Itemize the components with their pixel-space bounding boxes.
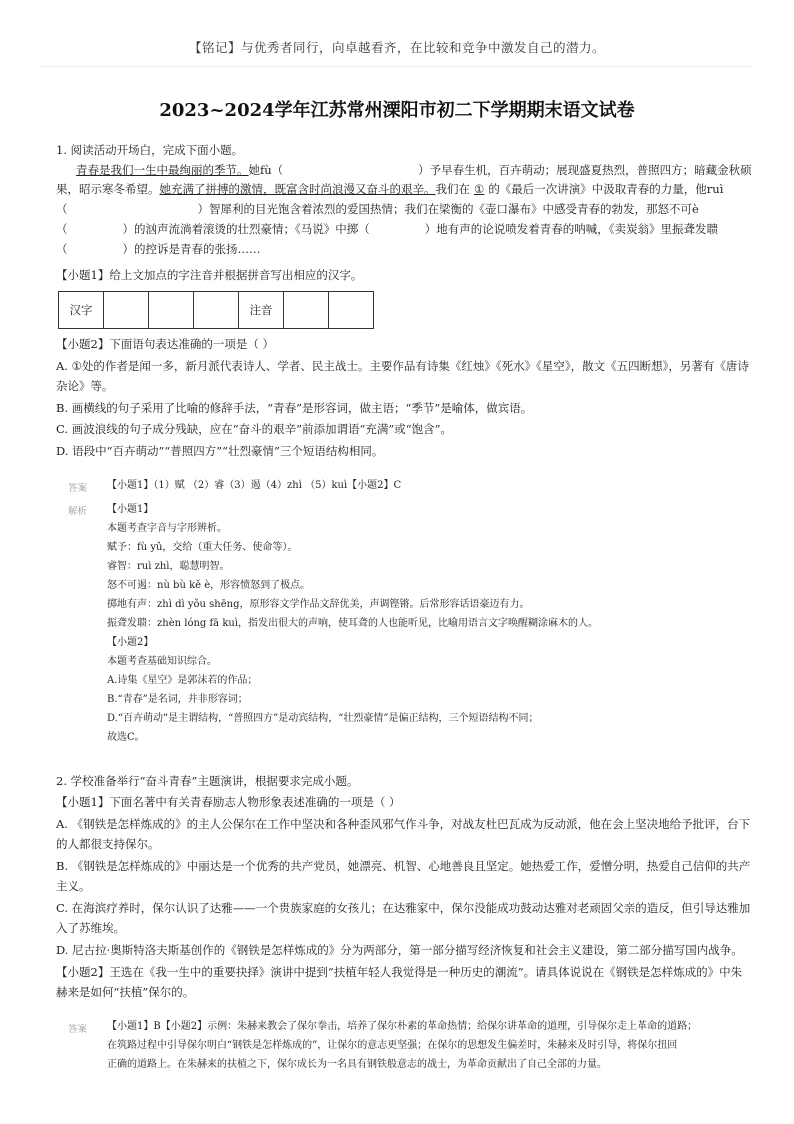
q2-option-b-line-2: 主义。 [56, 879, 91, 893]
analysis-line: 本题考查字音与字形辨析。 [107, 523, 227, 534]
page-title: 2023~2024学年江苏常州溧阳市初二下学期期末语文试卷 [159, 100, 635, 121]
table-cell[interactable] [284, 292, 329, 329]
table-cell[interactable] [149, 292, 194, 329]
wavy-underlined-sentence: 她充满了拼搏的激情，既富含时尚浪漫又奋斗的艰辛。 [159, 182, 436, 196]
q1-paragraph-line-3: （ ）智犀利的目光饱含着浓烈的爱国热情；我们在梁衡的《壶口瀑布》中感受青春的勃发，那怒不可è [56, 202, 699, 216]
table-cell[interactable] [329, 292, 374, 329]
q2-sub1-prompt: 【小题1】下面名著中有关青春励志人物形象表述准确的一项是（ ） [56, 795, 401, 809]
analysis-line: 故选C。 [107, 732, 145, 743]
q1-paragraph-line-2: 果，昭示寒冬希望。她充满了拼搏的激情，既富含时尚浪漫又奋斗的艰辛。我们在 ① 的《最后一次讲演》中汲取青春的力量，他ruì [56, 182, 724, 196]
q1-answer: 【小题1】（1）赋 （2）睿（3）遏（4）zhì （5）kuì【小题2】C [107, 480, 402, 491]
q2-option-d: D. 尼古拉·奥斯特洛夫斯基创作的《钢铁是怎样炼成的》分为两部分，第一部分描写经济恢复和社会主义建设，第二部分描写国内战争。 [56, 943, 743, 957]
q2-option-c-line-1: C. 在海滨疗养时，保尔认识了达雅——一个贵族家庭的女孩儿；在达雅家中，保尔没能成功鼓动达雅对老顽固父亲的造反，但引导达雅加 [56, 901, 751, 915]
underlined-sentence-1: 青春是我们一生中最绚丽的季节。 [76, 163, 249, 177]
q1-sub2-prompt: 【小题2】下面语句表达准确的一项是（ ） [56, 337, 274, 351]
q1-heading: 1. 阅读活动开场白，完成下面小题。 [56, 143, 244, 157]
answer-label: 答案 [68, 483, 88, 494]
analysis-line: 【小题1】 [107, 504, 154, 515]
q2-option-a-line-1: A. 《钢铁是怎样炼成的》的主人公保尔在工作中坚决和各种歪风邪气作斗争，对战友杜巴瓦成为反动派，他在会上坚决地给予批评，台下 [56, 817, 751, 831]
analysis-line: A.诗集《星空》是郭沫若的作品； [107, 675, 258, 686]
q2-option-b-line-1: B. 《钢铁是怎样炼成的》中丽达是一个优秀的共产党员，她漂亮、机智、心地善良且坚定。她热爱工作，爱憎分明，热爱自己信仰的共产 [56, 859, 751, 873]
header-divider [40, 66, 754, 67]
table-label-hanzi: 汉字 [59, 292, 104, 329]
blank-1-circle: ① [474, 182, 485, 196]
q1-option-a-line-1: A. ①处的作者是闻一多，新月派代表诗人、学者、民主战士。主要作品有诗集《红烛》《死水》《星空》，散文《五四断想》，另著有《唐诗 [56, 359, 749, 373]
q2-sub2-prompt-line-2: 赫来是如何“扶植”保尔的。 [56, 985, 195, 999]
q2-sub2-prompt-line-1: 【小题2】王选在《我一生中的重要抉择》演讲中提到“扶植年轻人我觉得是一种历史的潮流”。请具体说说在《钢铁是怎样炼成的》中朱 [56, 965, 743, 979]
q1-sub1-prompt: 【小题1】给上文加点的字注音并根据拼音写出相应的汉字。 [56, 268, 363, 282]
pinyin-hanzi-table [58, 291, 374, 329]
analysis-line: 本题考查基础知识综合。 [107, 656, 217, 667]
analysis-line: D.“百卉萌动”是主谓结构，“普照四方”是动宾结构，“壮烈豪情”是偏正结构，三个短语结构不同； [107, 713, 539, 724]
analysis-line: 怒不可遏：nù bù kě è，形容愤怒到了极点。 [107, 580, 311, 591]
analysis-line: 【小题2】 [107, 637, 154, 648]
q2-option-a-line-2: 的人都很支持保尔。 [56, 837, 160, 851]
q1-option-c: C. 画波浪线的句子成分残缺，应在“奋斗的艰辛”前添加谓语“充满”或“饱含”。 [56, 422, 452, 436]
q2-option-c-line-2: 入了苏维埃。 [56, 921, 125, 935]
q1-paragraph-line-4: （ ）的汹声流淌着滚烫的壮烈豪情；《马说》中掷（ ）地有声的论说喷发着青春的呐喊，《卖炭翁》里振聋发聩 [56, 222, 718, 236]
answer-line: 【小题1】B【小题2】示例：朱赫来教会了保尔拳击，培养了保尔朴素的革命热情；给保尔讲革命的道理，引导保尔走上革命的道路； [107, 1021, 698, 1032]
analysis-line: 振聋发聩：zhèn lóng fā kuì，指发出很大的声响，使耳聋的人也能听见，比喻用语言文字唤醒糊涂麻木的人。 [107, 618, 599, 629]
answer-line: 正确的道路上。在朱赫来的扶植之下，保尔成长为一名具有钢铁般意志的战士，为革命贡献出了自己全部的力量。 [107, 1059, 607, 1070]
q1-paragraph-line-5: （ ）的控诉是青春的张扬…… [56, 242, 261, 256]
q1-option-b: B. 画横线的句子采用了比喻的修辞手法，“青春”是形容词，做主语；“季节”是喻体，做宾语。 [56, 401, 533, 415]
answer-line: 在筑路过程中引导保尔明白“钢铁是怎样炼成的”，让保尔的意志更坚强；在保尔的思想发生偏差时，朱赫来及时引导，将保尔扭回 [107, 1040, 678, 1051]
analysis-line: 掷地有声：zhì dì yǒu shēng，原形容文学作品文辞优美，声调铿锵。后常形容话语豪迈有力。 [107, 599, 530, 610]
analysis-line: 睿智：ruì zhì，聪慧明智。 [107, 561, 230, 572]
q2-heading: 2. 学校准备举行“奋斗青春”主题演讲，根据要求完成小题。 [56, 774, 359, 788]
analysis-line: 赋予：fù yǔ，交给（重大任务、使命等）。 [107, 542, 298, 553]
q1-paragraph-line-1: 青春是我们一生中最绚丽的季节。她fù（ ）予早春生机，百卉萌动；展现盛夏热烈，普照四方；暗藏金秋硕 [76, 163, 752, 177]
table-label-zhuyin: 注音 [239, 292, 284, 329]
analysis-line: B.“青春”是名词，并非形容词； [107, 694, 248, 705]
q1-option-d: D. 语段中“百卉萌动”“普照四方”“壮烈豪情”三个短语结构相同。 [56, 444, 384, 458]
analysis-label: 解析 [68, 506, 88, 517]
table-cell[interactable] [104, 292, 149, 329]
answer-label: 答案 [68, 1024, 88, 1035]
motto-banner: 【铭记】与优秀者同行，向卓越看齐，在比较和竞争中激发自己的潜力。 [188, 40, 605, 55]
q1-option-a-line-2: 杂论》等。 [56, 379, 114, 393]
table-cell[interactable] [194, 292, 239, 329]
